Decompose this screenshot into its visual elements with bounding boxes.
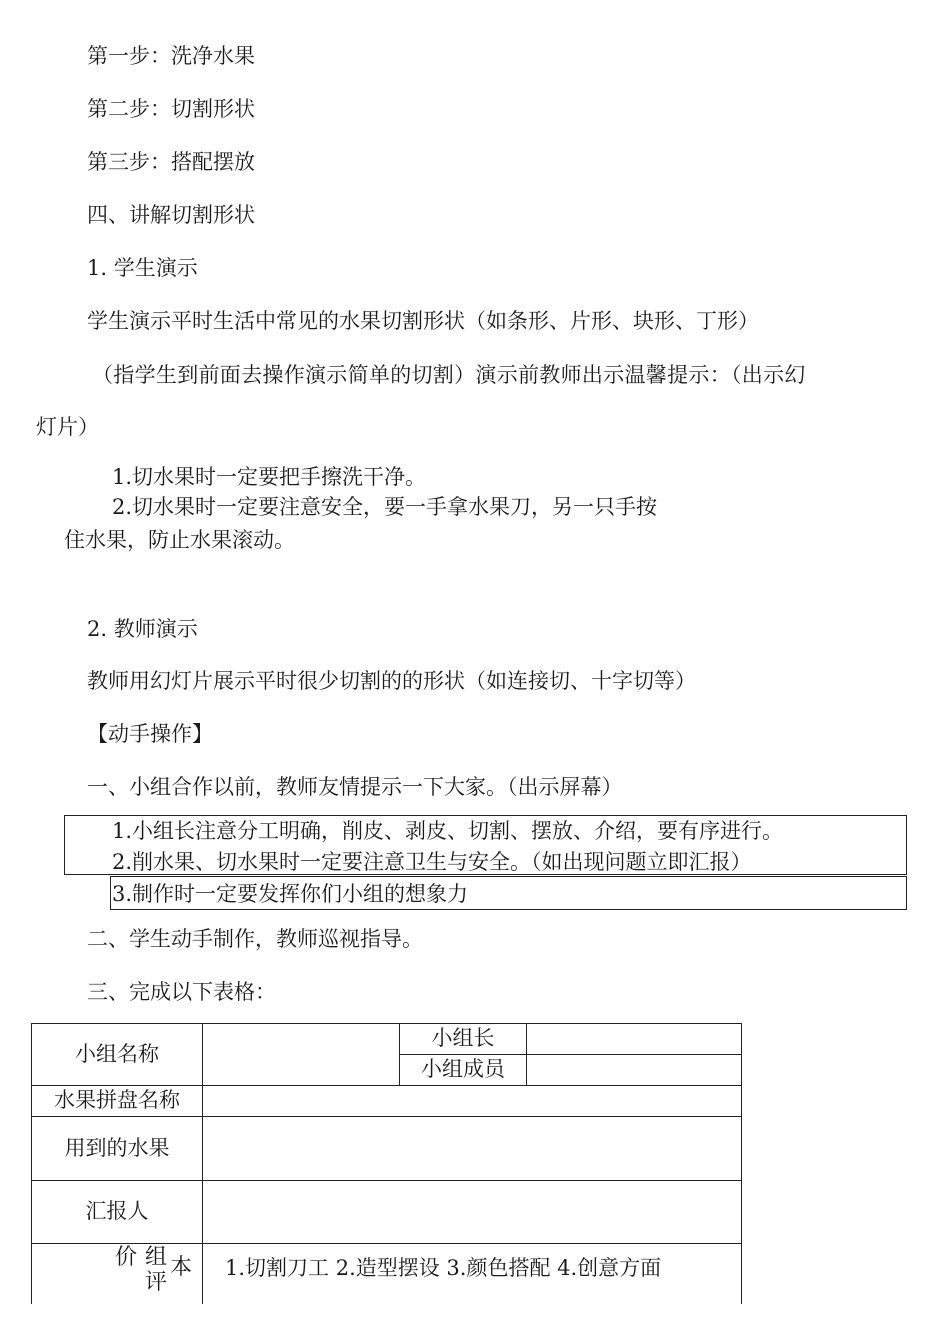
tip-1: 1.切水果时一定要把手擦洗干净。 <box>112 465 427 489</box>
leader-cell <box>527 1024 742 1055</box>
evaluation-label <box>32 1244 203 1305</box>
eval-char-3: 评 <box>145 1270 168 1295</box>
sub-1-para-2-line-1: （指学生到前面去操作演示简单的切割）演示前教师出示温馨提示：（出示幻 <box>92 363 806 387</box>
box-item-1: 1.小组长注意分工明确，削皮、剥皮、切割、摆放、介绍，要有序进行。 <box>112 819 784 843</box>
step-3: 第三步：搭配摆放 <box>87 150 255 174</box>
group-name-label: 小组名称 <box>32 1024 203 1086</box>
handson-title: 【动手操作】 <box>87 722 213 746</box>
box-item-3: 3.制作时一定要发挥你们小组的想象力 <box>112 882 469 906</box>
members-label: 小组成员 <box>400 1055 527 1086</box>
evaluation-content: 1.切割刀工 2.造型摆设 3.颜色搭配 4.创意方面 <box>203 1244 742 1305</box>
group-report-table <box>31 1023 742 1304</box>
fruits-used-label: 用到的水果 <box>32 1117 203 1181</box>
reporter-label: 汇报人 <box>32 1181 203 1244</box>
eval-char-2: 组 <box>145 1245 168 1270</box>
sub-1-para-2-line-2: 灯片） <box>36 415 99 439</box>
eval-char-1: 价 <box>115 1245 138 1270</box>
tip-2-line-2: 住水果，防止水果滚动。 <box>64 528 295 552</box>
tip-2-line-1: 2.切水果时一定要注意安全，要一手拿水果刀，另一只手按 <box>112 495 658 519</box>
sub-1-para-1: 学生演示平时生活中常见的水果切割形状（如条形、片形、块形、丁形） <box>87 309 759 333</box>
leader-label: 小组长 <box>400 1024 527 1055</box>
members-cell <box>527 1055 742 1086</box>
section-4-title: 四、讲解切割形状 <box>87 203 255 227</box>
step-1: 第一步：洗净水果 <box>87 44 255 68</box>
sub-2-para: 教师用幻灯片展示平时很少切割的的形状（如连接切、十字切等） <box>87 669 696 693</box>
handson-step-1: 一、小组合作以前，教师友情提示一下大家。（出示屏幕） <box>87 775 623 799</box>
platter-name-label: 水果拼盘名称 <box>32 1086 203 1117</box>
sub-2-title: 2. 教师演示 <box>87 617 198 641</box>
fruits-used-cell <box>203 1117 742 1181</box>
handson-step-3: 三、完成以下表格： <box>87 980 276 1004</box>
box-item-2: 2.削水果、切水果时一定要注意卫生与安全。（如出现问题立即汇报） <box>112 850 752 874</box>
sub-1-title: 1. 学生演示 <box>87 256 198 280</box>
eval-char-4: 本 <box>170 1255 193 1280</box>
reporter-cell <box>203 1181 742 1244</box>
handson-step-2: 二、学生动手制作，教师巡视指导。 <box>87 927 423 951</box>
step-2: 第二步：切割形状 <box>87 97 255 121</box>
group-name-cell <box>203 1024 400 1086</box>
platter-name-cell <box>203 1086 742 1117</box>
